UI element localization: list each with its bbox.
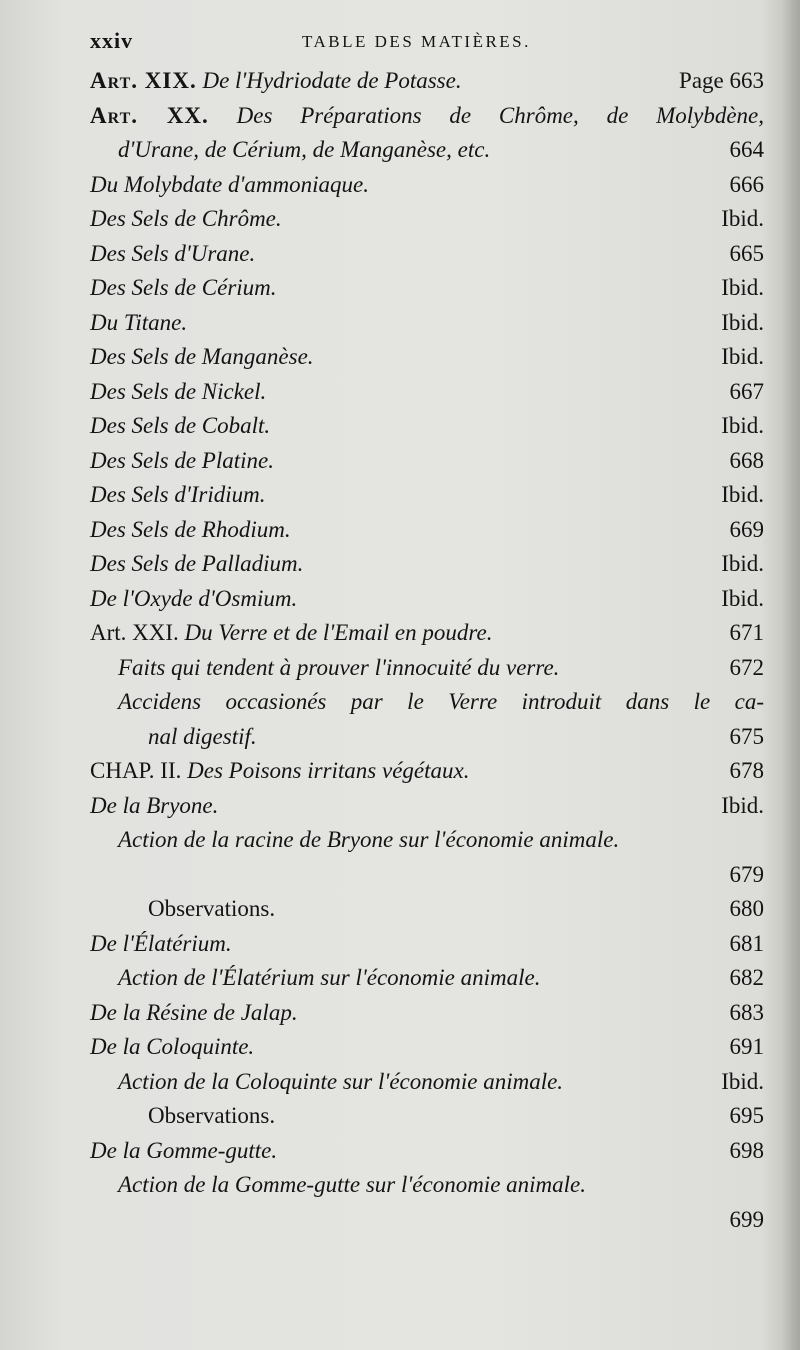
entry-page: Ibid.	[721, 585, 764, 611]
entry-page: 672	[729, 654, 764, 680]
entry-page: Ibid.	[721, 413, 764, 438]
entry-title: De l'Hydriodate de Potasse.	[202, 68, 462, 93]
entry-page: 664	[729, 137, 764, 162]
entry-title-continued: nal digestif.	[148, 723, 257, 749]
entry-page: Ibid.	[721, 344, 764, 369]
toc-entry	[90, 237, 764, 272]
toc-entry	[90, 409, 764, 444]
entry-title: De la Coloquinte.	[90, 1034, 255, 1059]
entry-title: Des Préparations de Chrôme, de Molybdène,	[236, 102, 765, 128]
entry-title: Des Sels de Cobalt.	[90, 413, 271, 438]
toc-entry	[90, 789, 764, 824]
toc-entry	[90, 1099, 764, 1134]
toc-entry	[90, 271, 764, 306]
entry-page: 679	[729, 861, 764, 887]
toc-entry	[90, 513, 764, 548]
entry-prefix: Art. XXI.	[90, 620, 179, 645]
toc-entry	[90, 1030, 764, 1065]
entry-page: Page 663	[679, 68, 764, 93]
entry-prefix: Art. XIX.	[90, 68, 197, 93]
entry-title: Des Sels de Nickel.	[90, 378, 267, 404]
entry-page: Ibid.	[721, 551, 764, 576]
entry-title: Action de la racine de Bryone sur l'économie animale.	[118, 827, 620, 852]
entry-title-continued: d'Urane, de Cérium, de Manganèse, etc.	[118, 137, 491, 162]
entry-page: 668	[729, 447, 764, 473]
toc-entry	[90, 306, 764, 341]
entry-page: Ibid.	[721, 206, 764, 231]
entry-page: 695	[729, 1103, 764, 1128]
entry-prefix: CHAP. II.	[90, 758, 182, 783]
entry-title: Des Poisons irritans végétaux.	[187, 758, 470, 783]
entry-title: Des Sels de Rhodium.	[90, 516, 291, 542]
entry-page: Ibid.	[721, 482, 764, 507]
entry-page: 678	[729, 758, 764, 783]
toc-entry	[90, 996, 764, 1031]
toc-entry	[90, 1065, 764, 1100]
entry-page: 675	[729, 723, 764, 749]
entry-title: Faits qui tendent à prouver l'innocuité du verre.	[118, 654, 560, 680]
entry-title: Des Sels d'Iridium.	[90, 482, 266, 507]
entry-title: Des Sels de Platine.	[90, 447, 274, 473]
entry-page: 682	[729, 965, 764, 990]
toc-entry	[90, 444, 764, 479]
running-title: TABLE DES MATIÈRES.	[302, 32, 531, 51]
toc-entry	[90, 651, 764, 686]
entry-page: 680	[729, 896, 764, 921]
entry-title: Accidens occasionés par le Verre introduit dans le ca-	[118, 689, 764, 714]
toc-entry	[90, 754, 764, 789]
toc-entry	[90, 927, 764, 962]
toc-entry	[90, 64, 764, 99]
entry-page: Ibid.	[721, 1068, 764, 1094]
entry-title: Observations.	[148, 896, 276, 921]
entry-page: 691	[729, 1034, 764, 1059]
entry-title: Des Sels de Manganèse.	[90, 344, 314, 369]
entry-page: 698	[729, 1137, 764, 1163]
table-of-contents	[90, 64, 764, 1237]
entry-page: 683	[729, 999, 764, 1025]
toc-entry	[90, 99, 764, 168]
page-edge-shadow	[782, 0, 800, 1350]
toc-entry	[90, 375, 764, 410]
entry-title: De la Gomme-gutte.	[90, 1137, 278, 1163]
entry-page: 665	[729, 240, 764, 266]
toc-entry	[90, 616, 764, 651]
entry-title: Du Molybdate d'ammoniaque.	[90, 171, 369, 197]
toc-entry	[90, 892, 764, 927]
entry-page: 666	[729, 171, 764, 197]
toc-entry	[90, 547, 764, 582]
entry-title: Des Sels de Cérium.	[90, 275, 277, 300]
toc-entry	[90, 168, 764, 203]
toc-entry	[90, 202, 764, 237]
toc-entry	[90, 582, 764, 617]
toc-entry	[90, 1134, 764, 1169]
entry-title: Des Sels de Chrôme.	[90, 206, 282, 231]
page-folio: xxiv	[90, 28, 134, 53]
toc-entry	[90, 823, 764, 892]
toc-entry	[90, 478, 764, 513]
toc-entry	[90, 961, 764, 996]
toc-entry	[90, 1168, 764, 1237]
entry-page: Ibid.	[721, 309, 764, 335]
entry-page: 699	[729, 1206, 764, 1232]
entry-page: Ibid.	[721, 792, 764, 818]
entry-title: Du Verre et de l'Email en poudre.	[184, 620, 493, 645]
page-header	[90, 28, 760, 58]
entry-page: 669	[729, 516, 764, 542]
toc-entry	[90, 685, 764, 754]
toc-entry	[90, 340, 764, 375]
entry-title: Du Titane.	[90, 309, 188, 335]
entry-title: Action de l'Élatérium sur l'économie animale.	[118, 965, 541, 990]
entry-title: Des Sels d'Urane.	[90, 240, 256, 266]
entry-page: 671	[729, 620, 764, 645]
entry-title: Des Sels de Palladium.	[90, 551, 304, 576]
entry-title: Action de la Coloquinte sur l'économie animale.	[118, 1068, 564, 1094]
entry-title: De la Bryone.	[90, 792, 219, 818]
entry-page: 681	[729, 930, 764, 956]
entry-page: Ibid.	[721, 275, 764, 300]
entry-title: Observations.	[148, 1103, 276, 1128]
entry-title: Action de la Gomme-gutte sur l'économie animale.	[118, 1172, 587, 1197]
entry-title: De la Résine de Jalap.	[90, 999, 298, 1025]
entry-title: De l'Oxyde d'Osmium.	[90, 585, 298, 611]
entry-title: De l'Élatérium.	[90, 930, 232, 956]
entry-page: 667	[729, 378, 764, 404]
entry-prefix: Art. XX.	[90, 102, 209, 128]
